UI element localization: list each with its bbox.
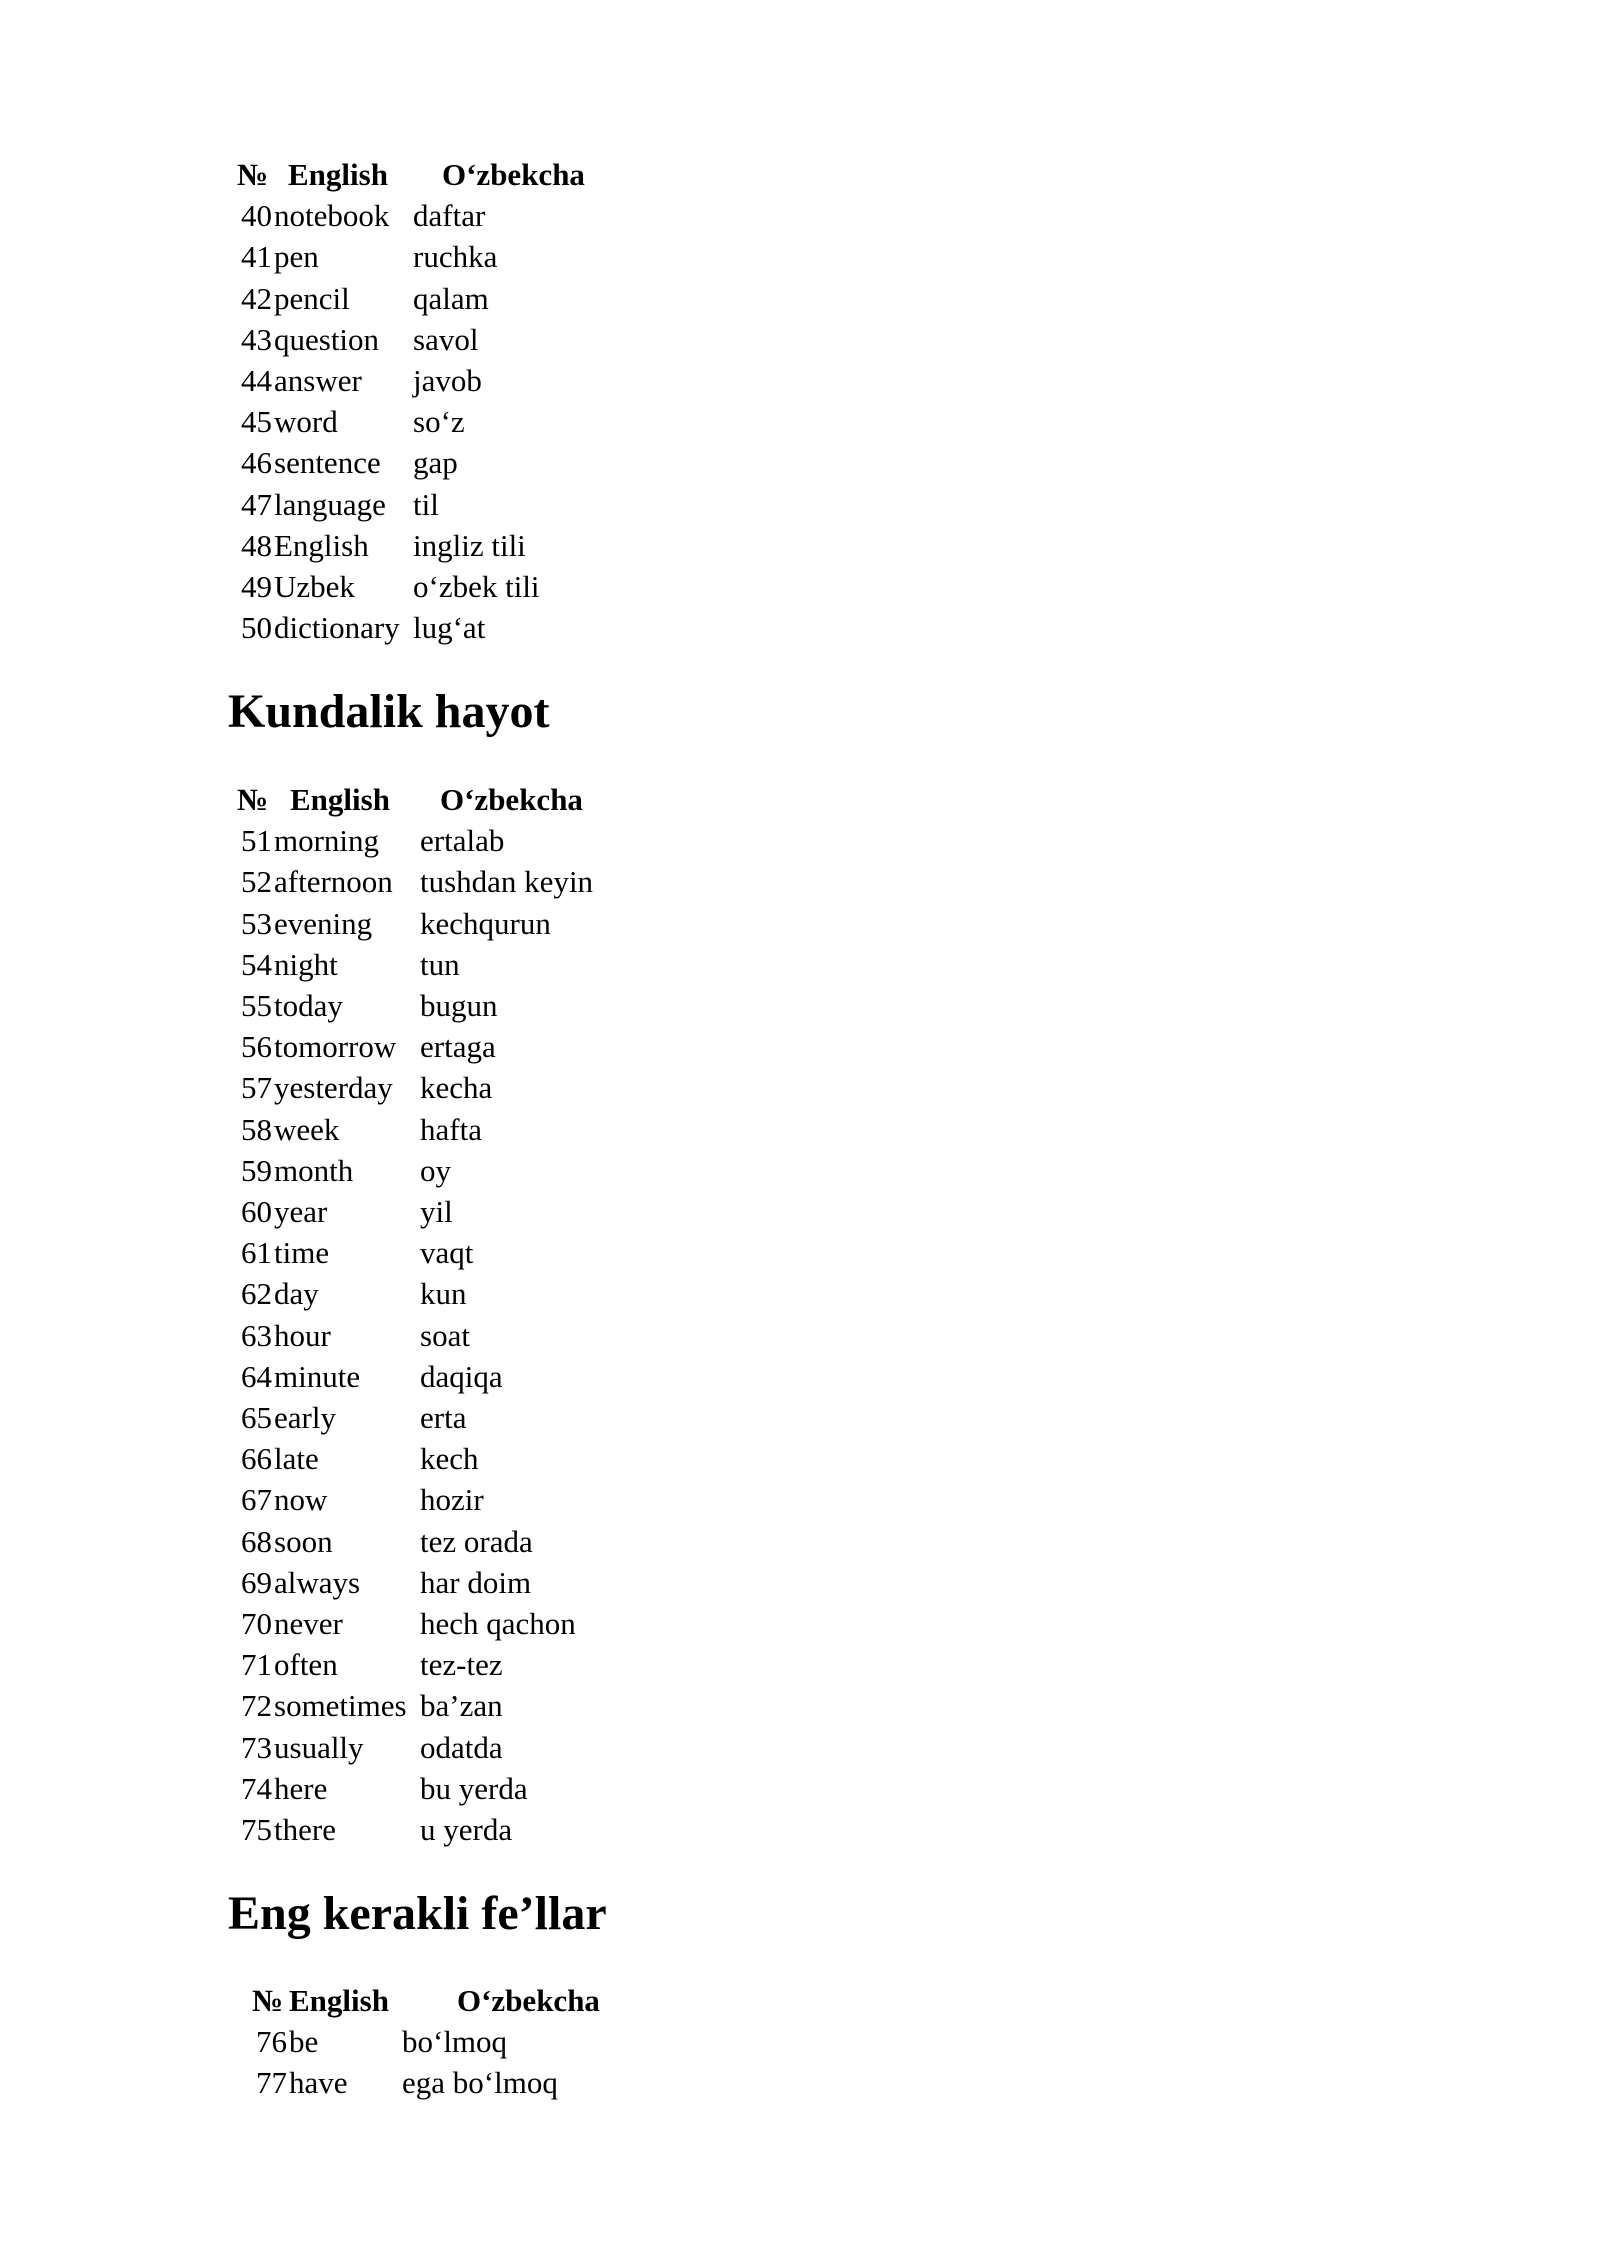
row-number: 72 — [241, 1688, 272, 1724]
row-number: 45 — [241, 404, 272, 440]
row-english: month — [274, 1152, 354, 1188]
row-uzbek: har doim — [420, 1564, 532, 1600]
row-number: 51 — [241, 823, 272, 859]
row-uzbek: tez-tez — [420, 1647, 503, 1683]
row-english: word — [274, 404, 338, 440]
row-number: 55 — [241, 988, 272, 1024]
row-uzbek: erta — [420, 1400, 467, 1436]
table-header-row — [252, 1980, 600, 2021]
row-english: language — [274, 486, 386, 522]
row-uzbek: ertaga — [420, 1029, 496, 1065]
row-uzbek: hafta — [420, 1111, 482, 1147]
row-english: minute — [274, 1358, 361, 1394]
row-number: 47 — [241, 486, 272, 522]
row-uzbek: ertalab — [420, 823, 505, 859]
row-english: early — [274, 1400, 336, 1436]
header-english: English — [289, 1983, 389, 2018]
row-english: be — [289, 2024, 319, 2060]
table-row — [237, 1067, 610, 1108]
row-english: notebook — [274, 198, 390, 234]
row-number: 74 — [241, 1770, 272, 1806]
row-uzbek: bo‘lmoq — [402, 2024, 508, 2060]
table-row — [237, 1603, 610, 1644]
row-number: 52 — [241, 864, 272, 900]
row-uzbek: yil — [420, 1194, 453, 1230]
row-english: yesterday — [274, 1070, 393, 1106]
section-title-kundalik-hayot: Kundalik hayot — [228, 685, 550, 738]
row-uzbek: javob — [413, 363, 482, 399]
row-number: 59 — [241, 1152, 272, 1188]
row-uzbek: vaqt — [420, 1235, 474, 1271]
row-english: dictionary — [274, 610, 400, 646]
row-english: late — [274, 1441, 319, 1477]
table-row — [237, 1109, 610, 1150]
table-row — [237, 861, 610, 902]
table-header-row — [237, 154, 585, 195]
row-english: day — [274, 1276, 319, 1312]
row-english: now — [274, 1482, 328, 1518]
row-number: 75 — [241, 1812, 272, 1848]
row-english: year — [274, 1194, 328, 1230]
row-uzbek: hozir — [420, 1482, 484, 1518]
row-number: 64 — [241, 1358, 272, 1394]
row-number: 66 — [241, 1441, 272, 1477]
table-row — [237, 1273, 610, 1314]
row-number: 70 — [241, 1606, 272, 1642]
table-row — [237, 1809, 610, 1850]
row-english: hour — [274, 1317, 331, 1353]
row-uzbek: oy — [420, 1152, 451, 1188]
row-english: evening — [274, 905, 373, 941]
header-uzbek: O‘zbekcha — [457, 1983, 600, 2018]
table-row — [252, 2021, 600, 2062]
header-english: English — [290, 782, 390, 817]
table-row — [237, 1521, 610, 1562]
row-uzbek: daftar — [413, 198, 486, 234]
row-uzbek: savol — [413, 321, 479, 357]
row-number: 61 — [241, 1235, 272, 1271]
row-number: 48 — [241, 527, 272, 563]
table-row — [237, 1479, 610, 1520]
row-uzbek: kechqurun — [420, 905, 551, 941]
row-uzbek: soat — [420, 1317, 470, 1353]
table-header-row — [237, 779, 610, 820]
section-title-eng-kerakli-fellar: Eng kerakli fe’llar — [228, 1887, 607, 1940]
table-row — [237, 903, 610, 944]
table-row — [237, 820, 610, 861]
row-number: 68 — [241, 1523, 272, 1559]
row-english: pencil — [274, 280, 350, 316]
table-row — [237, 1685, 610, 1726]
row-number: 65 — [241, 1400, 272, 1436]
row-english: answer — [274, 363, 362, 399]
row-uzbek: tun — [420, 946, 460, 982]
row-uzbek: ruchka — [413, 239, 498, 275]
table-row — [237, 607, 585, 648]
vocab-table-verbs — [252, 1980, 600, 2104]
row-uzbek: kecha — [420, 1070, 493, 1106]
table-row — [237, 360, 585, 401]
row-english: here — [274, 1770, 328, 1806]
row-english: there — [274, 1812, 336, 1848]
row-number: 57 — [241, 1070, 272, 1106]
row-number: 44 — [241, 363, 272, 399]
header-number: № — [252, 1983, 284, 2018]
header-number: № — [237, 782, 269, 817]
table-row — [237, 985, 610, 1026]
row-number: 77 — [256, 2065, 287, 2101]
row-english: English — [274, 527, 369, 563]
table-row — [237, 1026, 610, 1067]
table-row — [237, 1315, 610, 1356]
row-english: sometimes — [274, 1688, 407, 1724]
table-row — [237, 1356, 610, 1397]
row-english: sentence — [274, 445, 381, 481]
row-number: 60 — [241, 1194, 272, 1230]
table-row — [237, 442, 585, 483]
row-uzbek: hech qachon — [420, 1606, 576, 1642]
row-uzbek: kun — [420, 1276, 467, 1312]
row-uzbek: so‘z — [413, 404, 465, 440]
row-english: morning — [274, 823, 380, 859]
table-row — [237, 484, 585, 525]
row-number: 50 — [241, 610, 272, 646]
vocab-table-daily-life — [237, 779, 610, 1850]
row-number: 54 — [241, 946, 272, 982]
row-number: 71 — [241, 1647, 272, 1683]
row-number: 56 — [241, 1029, 272, 1065]
row-english: usually — [274, 1729, 364, 1765]
row-english: pen — [274, 239, 319, 275]
table-row — [237, 1768, 610, 1809]
row-uzbek: odatda — [420, 1729, 503, 1765]
row-uzbek: ingliz tili — [413, 527, 526, 563]
table-row — [237, 1150, 610, 1191]
row-number: 53 — [241, 905, 272, 941]
row-english: Uzbek — [274, 569, 355, 605]
row-uzbek: lug‘at — [413, 610, 486, 646]
row-uzbek: daqiqa — [420, 1358, 503, 1394]
row-number: 76 — [256, 2024, 287, 2060]
row-number: 40 — [241, 198, 272, 234]
row-uzbek: tushdan keyin — [420, 864, 594, 900]
row-english: often — [274, 1647, 338, 1683]
table-row — [237, 1191, 610, 1232]
table-row — [237, 1644, 610, 1685]
row-number: 62 — [241, 1276, 272, 1312]
row-number: 49 — [241, 569, 272, 605]
vocab-table-school — [237, 154, 585, 648]
row-english: soon — [274, 1523, 333, 1559]
header-english: English — [288, 157, 388, 192]
row-english: always — [274, 1564, 361, 1600]
row-uzbek: qalam — [413, 280, 489, 316]
header-uzbek: O‘zbekcha — [440, 782, 583, 817]
row-number: 63 — [241, 1317, 272, 1353]
row-number: 58 — [241, 1111, 272, 1147]
table-row — [237, 236, 585, 277]
table-row — [237, 401, 585, 442]
row-number: 41 — [241, 239, 272, 275]
table-row — [237, 566, 585, 607]
row-uzbek: tez orada — [420, 1523, 533, 1559]
row-english: tomorrow — [274, 1029, 397, 1065]
header-number: № — [237, 157, 269, 192]
row-english: have — [289, 2065, 348, 2101]
row-english: today — [274, 988, 343, 1024]
row-uzbek: bu yerda — [420, 1770, 528, 1806]
row-number: 73 — [241, 1729, 272, 1765]
row-uzbek: ega bo‘lmoq — [402, 2065, 558, 2101]
header-uzbek: O‘zbekcha — [442, 157, 585, 192]
row-uzbek: u yerda — [420, 1812, 513, 1848]
row-uzbek: ba’zan — [420, 1688, 503, 1724]
row-number: 43 — [241, 321, 272, 357]
row-english: night — [274, 946, 338, 982]
row-english: question — [274, 321, 380, 357]
row-uzbek: gap — [413, 445, 458, 481]
table-row — [237, 1397, 610, 1438]
row-number: 42 — [241, 280, 272, 316]
row-uzbek: o‘zbek tili — [413, 569, 540, 605]
row-english: week — [274, 1111, 340, 1147]
table-row — [237, 278, 585, 319]
table-row — [252, 2062, 600, 2103]
table-row — [237, 525, 585, 566]
row-uzbek: kech — [420, 1441, 479, 1477]
row-english: never — [274, 1606, 343, 1642]
row-english: time — [274, 1235, 330, 1271]
table-row — [237, 319, 585, 360]
row-uzbek: til — [413, 486, 439, 522]
row-number: 46 — [241, 445, 272, 481]
row-english: afternoon — [274, 864, 393, 900]
table-row — [237, 1438, 610, 1479]
row-uzbek: bugun — [420, 988, 498, 1024]
table-row — [237, 195, 585, 236]
table-row — [237, 1232, 610, 1273]
table-row — [237, 1562, 610, 1603]
table-row — [237, 944, 610, 985]
row-number: 69 — [241, 1564, 272, 1600]
row-number: 67 — [241, 1482, 272, 1518]
table-row — [237, 1727, 610, 1768]
